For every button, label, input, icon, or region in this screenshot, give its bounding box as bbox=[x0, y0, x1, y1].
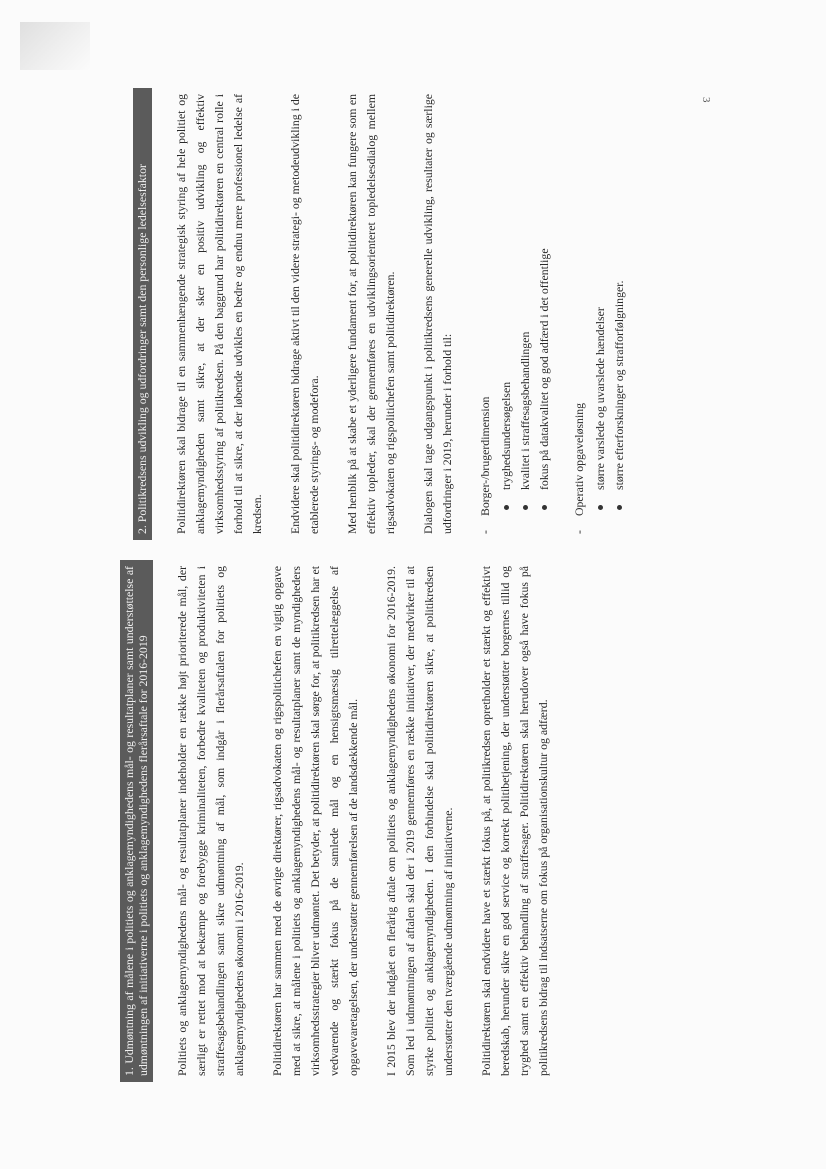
group-title: Operativ opgaveløsning bbox=[572, 402, 586, 516]
section-2-paragraph: Med henblik på at skabe et yderligere fundament for, at politidirektøren kan fungere som en effektiv topleder, skal der gennemføres en udviklingsorienteret topledelsesdialog mellem rigsadvokaten og rigspolitichefen samt politidirektøren. bbox=[345, 94, 397, 534]
section-2-paragraph: Dialogen skal tage udgangspunkt i politikredsens generelle udvikling, resultater og særlige udfordringer i 2019, herunder i forhold til: bbox=[421, 94, 454, 534]
dash-marker: - bbox=[478, 530, 492, 534]
dimension-group bbox=[476, 88, 554, 540]
section-1-paragraph: Politidirektøren skal endvidere have et stærkt fokus på, at politikredsen opretholder et stærkt og effektivt beredskab, herunder sikre en god service og korrekt politibetjening, der understøtter borgernes tillid og tryghed samt en effektiv behandling af straffesager. Politidirektøren skal herudover også have fokus på politikredsens bidrag til indsatserne om fokus på organisationskultur og adfærd. bbox=[479, 566, 550, 1076]
section-2-heading: 2. Politikredsens udvikling og udfordringer samt den personlige ledelsesfaktor bbox=[133, 88, 152, 540]
bullet-item: tryghedsundersøgelsen bbox=[497, 94, 516, 490]
section-2-paragraph: Politidirektøren skal bidrage til en sammenhængende strategisk styring af hele politiet og anklagemyndigheden samt sikre, at der sker en positiv udvikling og effektiv virksomhedsstyring af politikredsen. På den baggrund har politidirektøren en central rolle i forhold til at sikre, at der løbende udvikles en bedre og endnu mere professionel ledelse af kredsen. bbox=[174, 94, 264, 534]
bullet-item: større varslede og uvarslede hændelser bbox=[591, 94, 610, 490]
bullet-item: fokus på datakvalitet og god adfærd i det offentlige bbox=[535, 94, 554, 490]
bullet-item: større efterforskninger og strafforfølgninger. bbox=[610, 94, 629, 490]
section-2-column bbox=[133, 88, 645, 540]
dimension-group bbox=[570, 88, 629, 540]
section-1-heading: 1. Udmøntning af målene i politiets og anklagemyndighedens mål- og resultatplaner samt understøttelse af udmøntningen af initiativerne i politiets og anklagemyndighedens flerårsaftale for 2016-2019 bbox=[120, 560, 153, 1082]
dash-marker: - bbox=[572, 530, 586, 534]
section-1-column bbox=[120, 560, 572, 1082]
section-1-paragraph: Politiets og anklagemyndighedens mål- og resultatplaner indeholder en række højt prioriterede mål, der særligt er rettet mod at bekæmpe og forebygge kriminaliteten, forbedre kvaliteten og produktiviteten i straffesagsbehandlingen samt sikre udmøntning af mål, som indgår i flerårsaftalen for politiets og anklagemyndighedens økonomi i 2016-2019. bbox=[175, 566, 246, 1076]
section-1-paragraph: Politidirektøren har sammen med de øvrige direktører, rigsadvokaten og rigspolitichefen en vigtig opgave med at sikre, at målene i politiets og anklagemyndighedens mål- og resultatplaner samt de myndigheders virksomhedsstrategier bliver udmøntet. Det betyder, at politidirektøren skal sørge for, at politikredsen har et vedvarende og stærkt fokus på de samlede mål og en hensigtsmæssig tilrettelæggelse af opgavevaretagelsen, der understøtter gennemførelsen af de landsdækkende mål. bbox=[270, 566, 360, 1076]
bullet-list bbox=[497, 94, 554, 516]
page-number: 3 bbox=[700, 97, 712, 103]
bullet-item: kvalitet i straffesagsbehandlingen bbox=[516, 94, 535, 490]
group-title: Borger-/brugerdimension bbox=[478, 396, 492, 516]
section-2-paragraph: Endvidere skal politidirektøren bidrage aktivt til den videre strategi- og metodeudvikling i de etablerede styrings- og modefora. bbox=[288, 94, 321, 534]
bullet-list bbox=[591, 94, 629, 516]
scan-artifact bbox=[20, 22, 90, 70]
section-1-paragraph: I 2015 blev der indgået en flerårig aftale om politiets og anklagemyndighedens økonomi for 2016-2019. Som led i udmøntningen af aftalen skal der i 2019 gennemføres en række initiativer, der medvirker til at styrke politiet og anklagemyndigheden. I den forbindelse skal politidirektøren sikre, at politikredsen understøtter den tværgående udmøntning af initiativerne. bbox=[384, 566, 455, 1076]
